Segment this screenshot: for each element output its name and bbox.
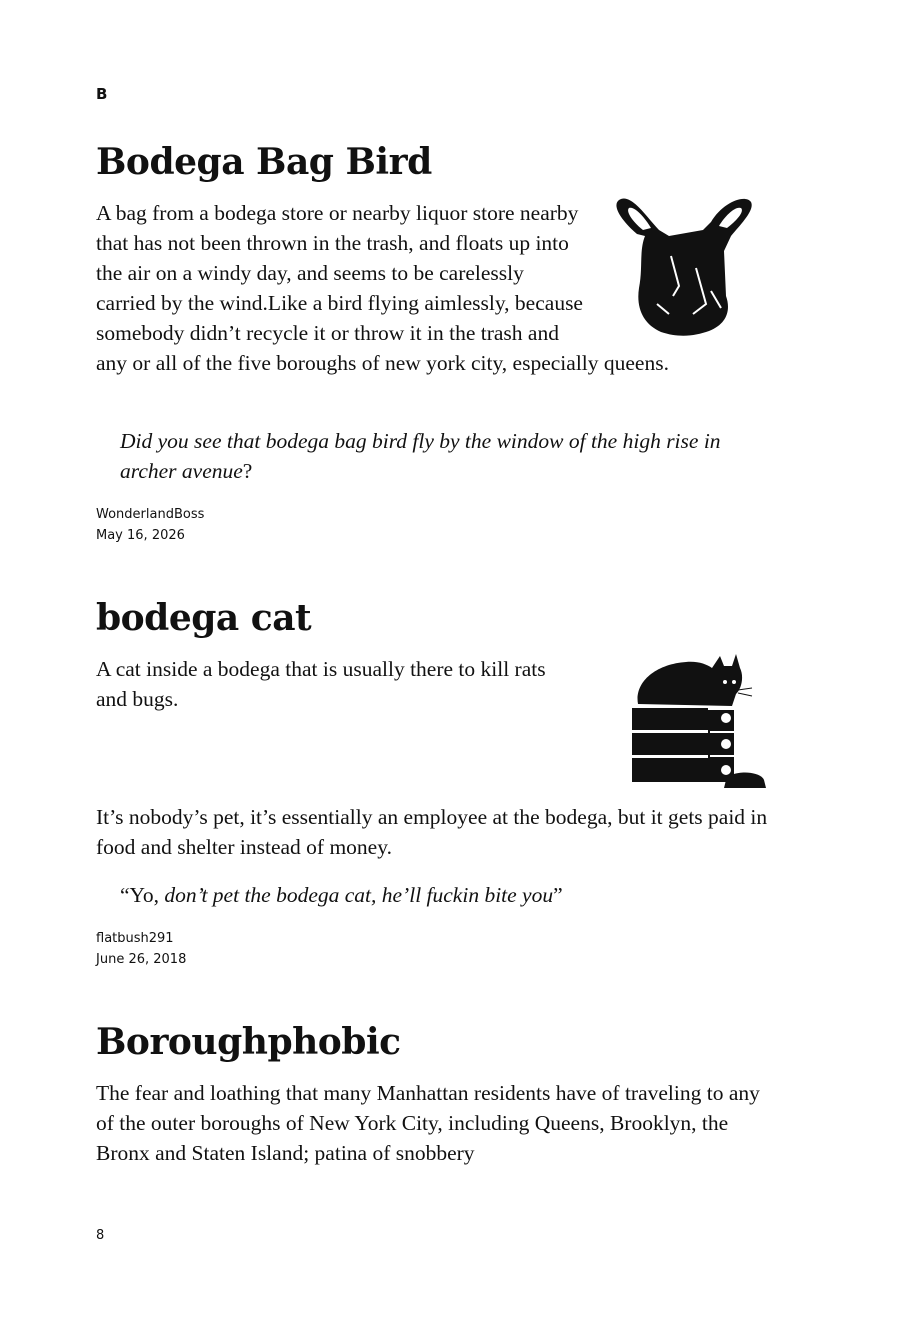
entry-meta — [96, 928, 186, 970]
entry-title-bodega-bag-bird: Bodega Bag Bird — [96, 141, 432, 183]
example-sentence — [120, 880, 770, 910]
example-end: ? — [242, 459, 253, 483]
entry-definition: The fear and loathing that many Manhattan residents have of traveling to any of the outer boroughs of New York City, including Queens, Brooklyn, the Bronx and Staten Island; patina of snobbery — [96, 1081, 760, 1165]
entry-title-boroughphobic: Boroughphobic — [96, 1021, 401, 1063]
entry-meta — [96, 504, 204, 546]
entry-title-bodega-cat: bodega cat — [96, 597, 312, 639]
page-number: 8 — [96, 1228, 105, 1243]
author-name: flatbush291 — [96, 931, 174, 946]
cat-on-crates-icon — [628, 652, 770, 794]
definition-text: A bag from a bodega store or nearby liquor store nearby that has not been thrown in the trash, and floats up into the air on a windy day, and seems to be carelessly carried by the wind.Like a bird flying aimlessly, because somebody didn’t recycle it or throw it in the trash and any or all of the five boroughs of new york city, especially queens. — [96, 201, 669, 375]
example-close-quote: ” — [553, 883, 563, 907]
author-name: WonderlandBoss — [96, 507, 205, 522]
entry-date: June 26, 2018 — [96, 952, 187, 967]
entry-date: May 16, 2026 — [96, 528, 185, 543]
entry-definition — [96, 198, 761, 378]
section-letter: B — [96, 85, 108, 103]
example-text: Did you see that bodega bag bird fly by the window of the high rise in archer avenue — [120, 429, 721, 483]
example-text: don’t pet the bodega cat, he’ll fuckin bite you — [164, 883, 554, 907]
example-sentence — [120, 426, 770, 486]
plastic-bag-icon — [611, 196, 761, 344]
entry-definition: A cat inside a bodega that is usually there to kill rats and bugs. — [96, 657, 546, 711]
entry-definition-continued: It’s nobody’s pet, it’s essentially an employee at the bodega, but it gets paid in food and shelter instead of money. — [96, 805, 768, 859]
example-open-quote: “Yo, — [120, 883, 165, 907]
